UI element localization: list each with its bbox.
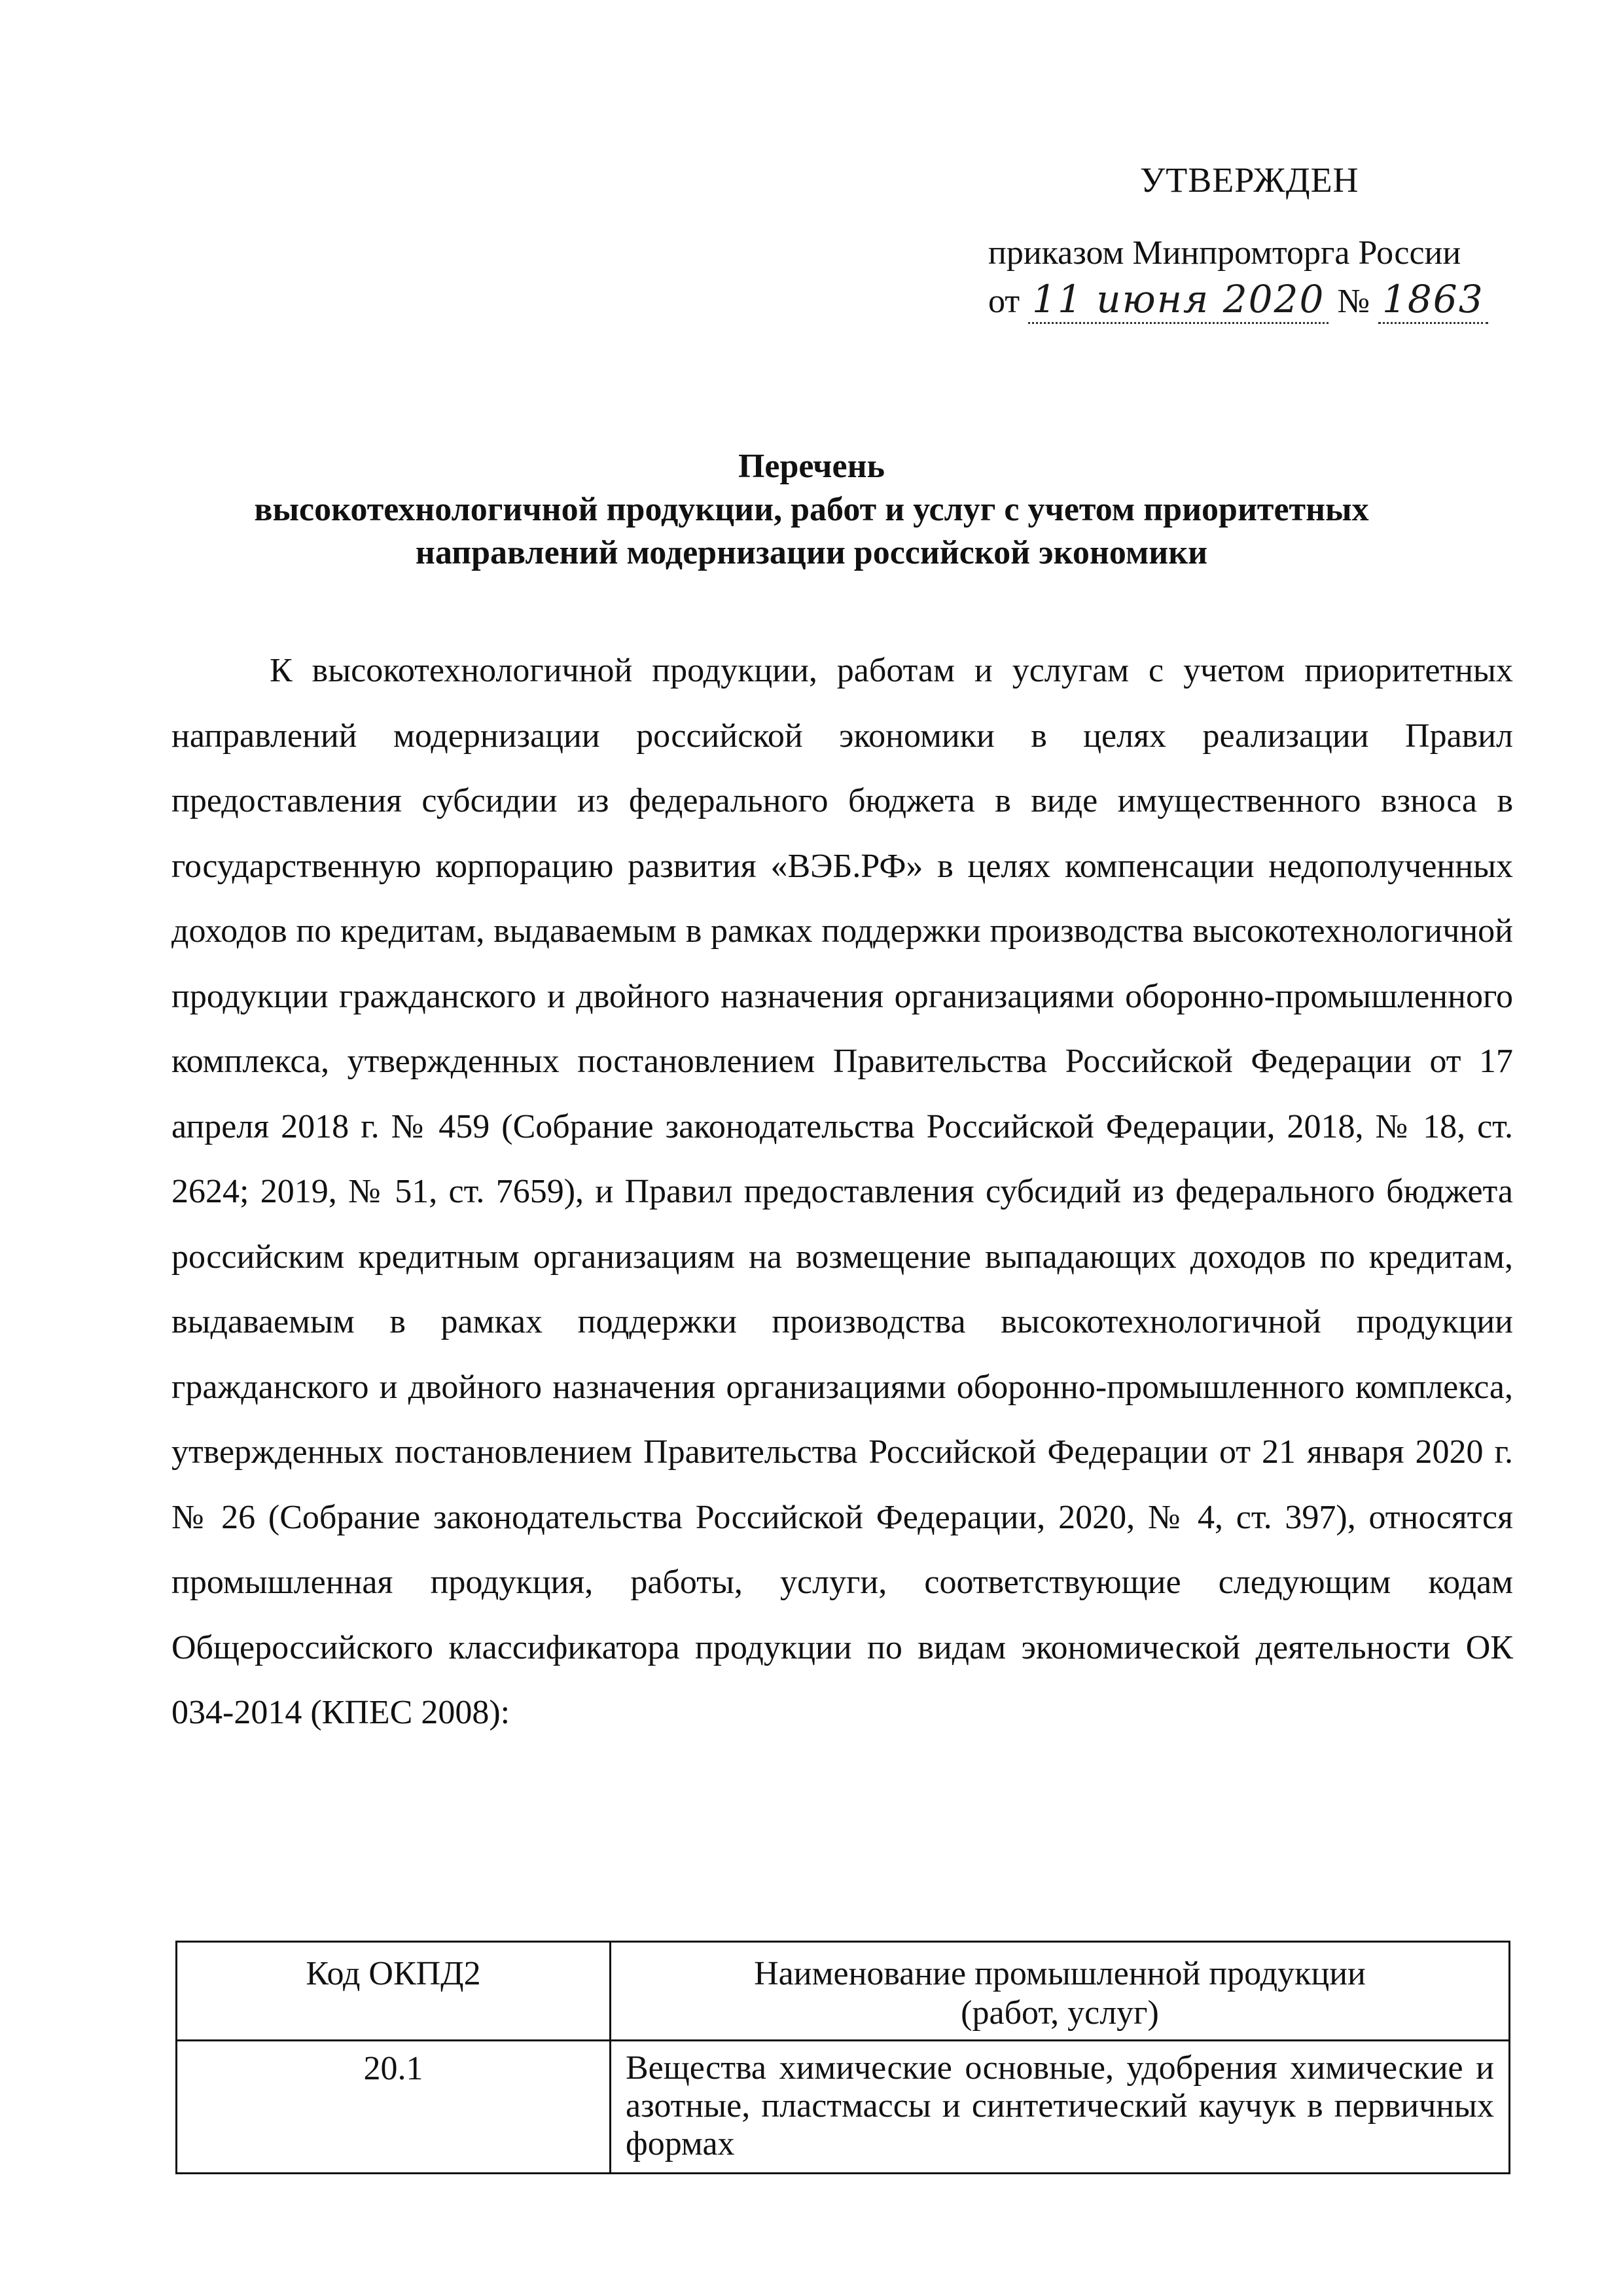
body-paragraph: К высокотехнологичной продукции, работам и услугам с учетом приоритетных направлений модернизации российской экономики в целях реализации Правил предоставления субсидии из федерального бюджета в виде имущественного взноса в государственную корпорацию развития «ВЭБ.РФ» в целях компенсации недополученных доходов по кредитам, выдаваемым в рамках поддержки производства высокотехнологичной продукции гражданского и двойного назначения организациями оборонно-промышленного комплекса, утвержденных постановлением Правительства Российской Федерации от 17 апреля 2018 г. № 459 (Собрание законодательства Российской Федерации, 2018, № 18, ст. 2624; 2019, № 51, ст. 7659), и Правил предоставления субсидий из федерального бюджета российским кредитным организациям на возмещение выпадающих доходов по кредитам, выдаваемым в рамках поддержки производства высокотехнологичной продукции гражданского и двойного назначения организациями оборонно-промышленного комплекса, утвержденных постановлением Правительства Российской Федерации от 21 января 2020 г. № 26 (Собрание законодательства Российской Федерации, 2020, № 4, ст. 397), относятся промышленная продукция, работы, услуги, соответствующие следующим кодам Общероссийского классификатора продукции по видам экономической деятельности ОК 034-2014 (КПЕС 2008): [171, 652, 1513, 1731]
table-header-row [177, 1942, 1510, 2041]
okpd-table-wrap [175, 1941, 1510, 2174]
approval-date-number [988, 276, 1577, 325]
handwritten-date: 11 июня 2020 [1028, 276, 1329, 324]
row-code: 20.1 [177, 2041, 611, 2174]
table-row [177, 2041, 1510, 2174]
document-title [98, 445, 1525, 575]
date-prefix: от [988, 283, 1020, 320]
okpd-table [175, 1941, 1510, 2174]
header-name [611, 1942, 1510, 2041]
approved-by-order: приказом Минпромторга России [988, 234, 1461, 272]
document-title-line-2: высокотехнологичной продукции, работ и услуг с учетом приоритетных [254, 491, 1369, 528]
handwritten-number: 1863 [1378, 276, 1488, 324]
header-name-line-1: Наименование промышленной продукции [754, 1955, 1366, 1992]
document-title-line-3: направлений модернизации российской экономики [415, 534, 1208, 571]
header-code: Код ОКПД2 [177, 1942, 611, 2041]
row-name: Вещества химические основные, удобрения химические и азотные, пластмассы и синтетический каучук в первичных формах [611, 2041, 1510, 2174]
document-title-line-1: Перечень [738, 448, 885, 485]
header-name-line-2: (работ, услуг) [961, 1994, 1159, 2032]
approved-title: УТВЕРЖДЕН [1140, 160, 1359, 200]
number-prefix: № [1337, 283, 1370, 320]
approval-block [988, 157, 1577, 325]
